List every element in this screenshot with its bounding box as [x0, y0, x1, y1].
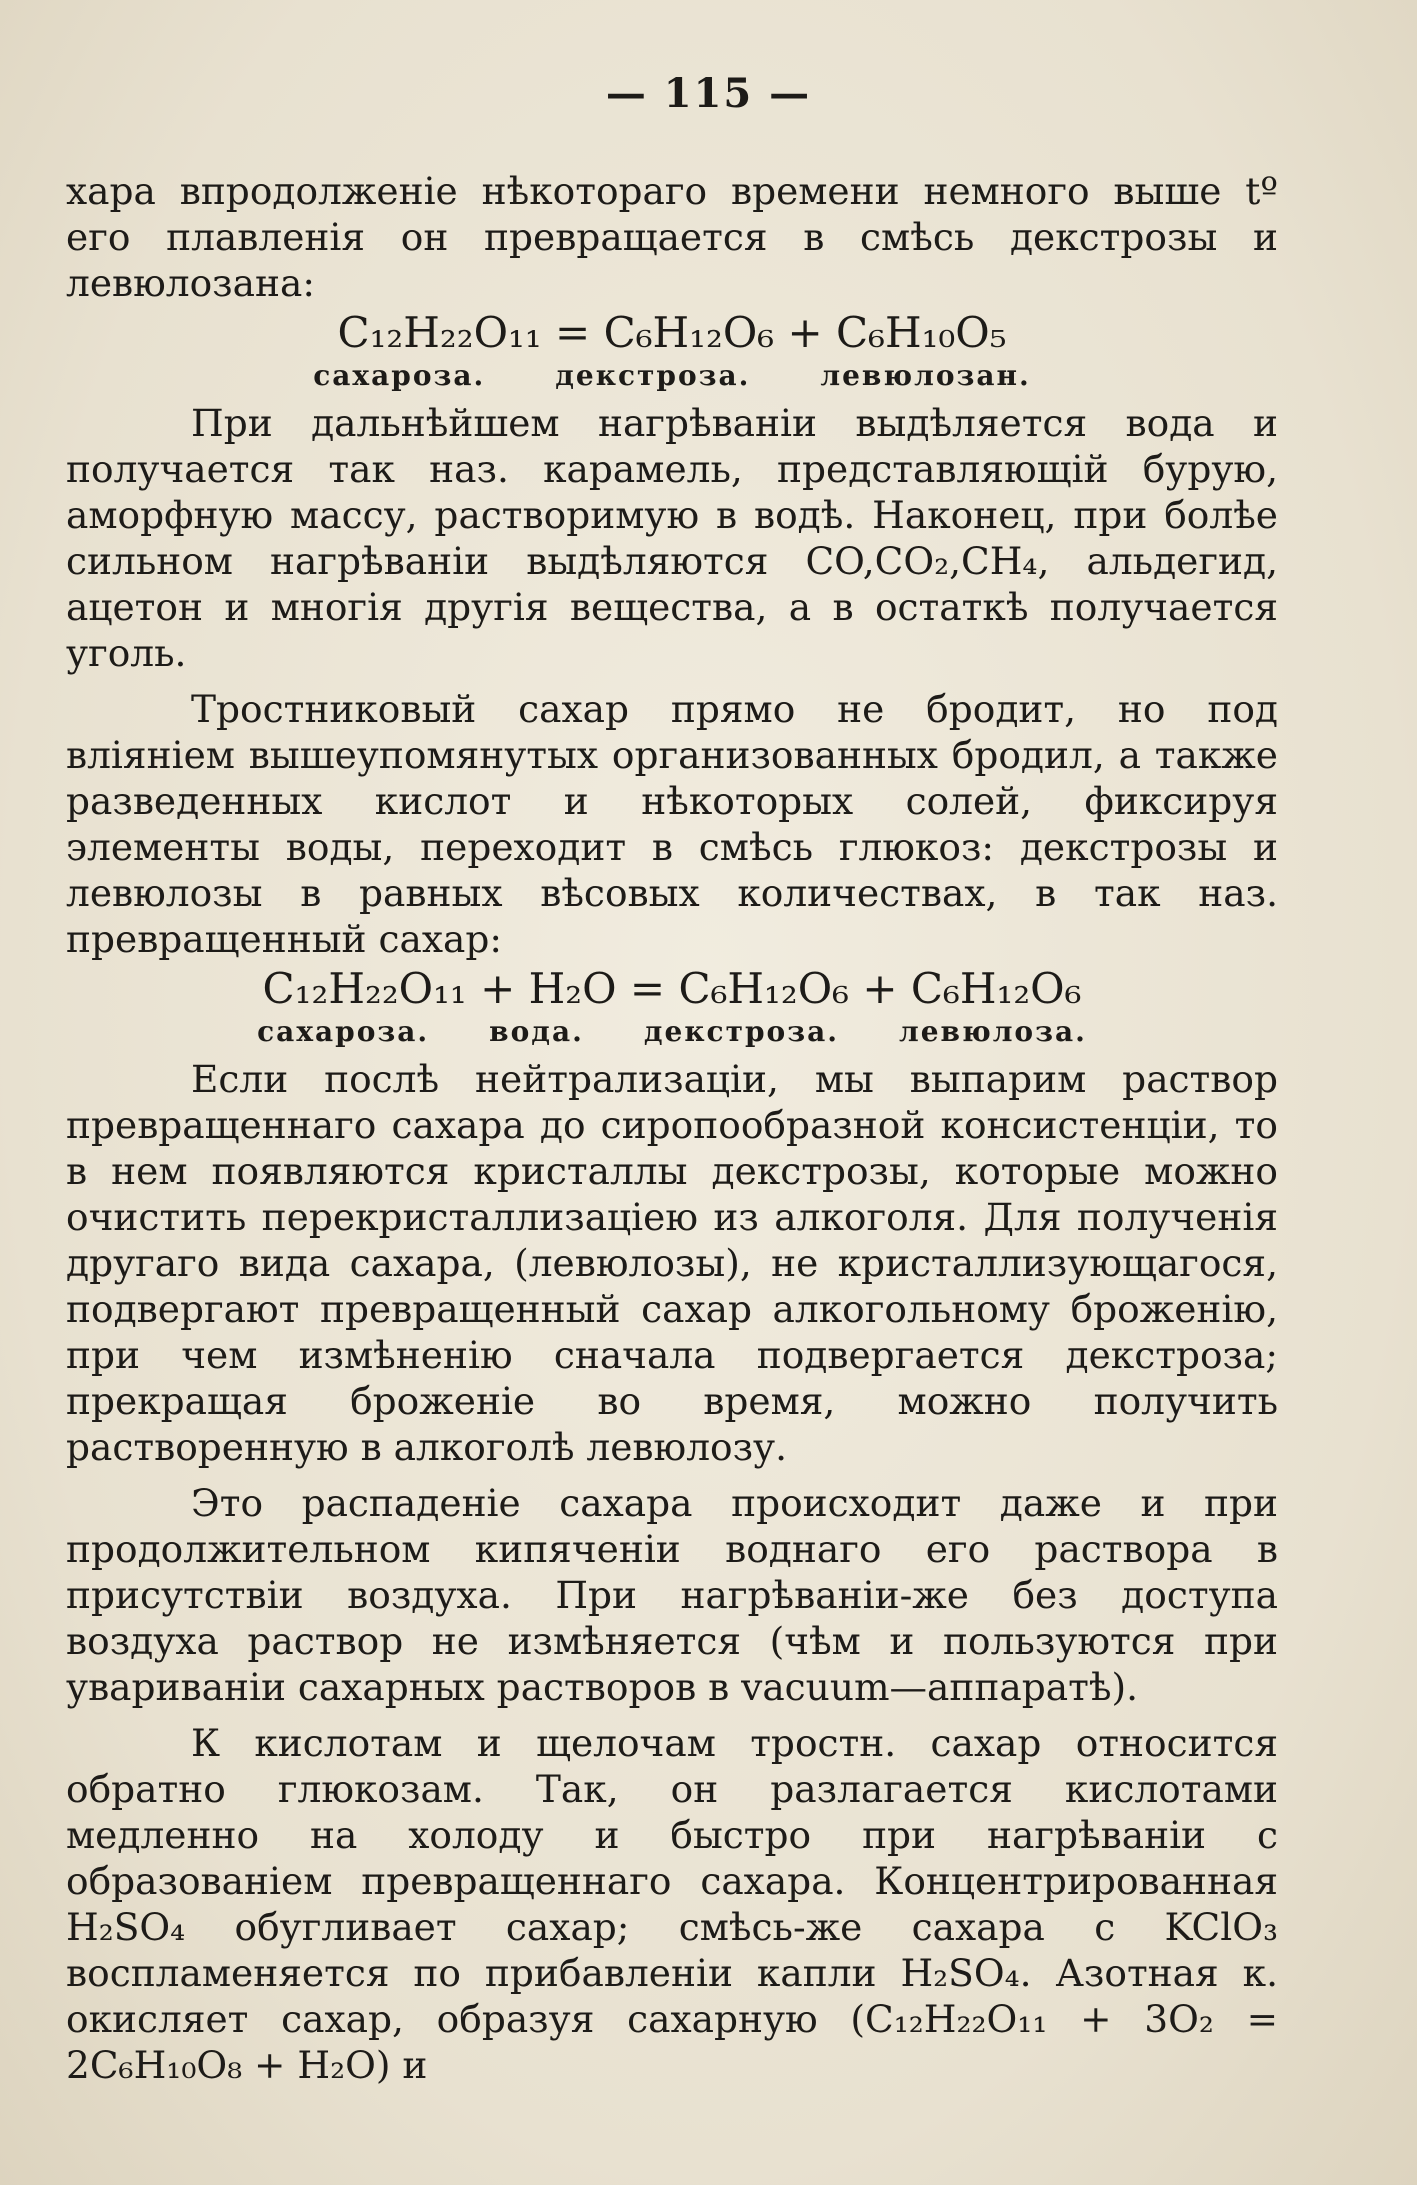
label-dextrose: декстроза. [643, 1015, 839, 1048]
paragraph-5: Это распаденіе сахара происходит даже и при продолжительном кипяченіи воднаго его раствора в присутствіи воздуха. При нагрѣваніи-же без доступа воздуха раствор не измѣняется (чѣм и пользуются при увариваніи сахарных растворов в vacuum—аппаратѣ). [66, 1481, 1278, 1709]
label-levulose: левюлоза. [898, 1015, 1087, 1048]
page-text [66, 168, 1278, 2088]
label-dextrose: декстроза. [555, 359, 751, 392]
formula-sucrose-hydrolysis: C₁₂H₂₂O₁₁ + H₂O = C₆H₁₂O₆ + C₆H₁₂O₆ [262, 964, 1082, 1013]
paragraph-3: Тростниковый сахар прямо не бродит, но под вліяніем вышеупомянутых организованных бродил, а также разведенных кислот и нѣкоторых солей, фиксируя элементы воды, переходит в смѣсь глюкоз: декстрозы и левюлозы в равных вѣсовых количествах, в так наз. превращенный сахар: [66, 687, 1278, 961]
label-sucrose: сахароза. [313, 359, 486, 392]
page-number: — 115 — [605, 70, 812, 117]
label-sucrose: сахароза. [257, 1015, 430, 1048]
formula-sucrose-decomposition: C₁₂H₂₂O₁₁ = C₆H₁₂O₆ + C₆H₁₀O₅ [337, 308, 1007, 357]
paragraph-4: Если послѣ нейтрализаціи, мы выпарим раствор превращеннаго сахара до сиропообразной консистенціи, то в нем появляются кристаллы декстрозы, которые можно очистить перекристаллизаціею из алкоголя. Для полученія другаго вида сахара, (левюлозы), не кристаллизующагося, подвергают превращенный сахар алкогольному броженію, при чем измѣненію сначала подвергается декстроза; прекращая броженіе во время, можно получить растворенную в алкоголѣ левюлозу. [66, 1057, 1278, 1469]
label-water: вода. [489, 1015, 584, 1048]
formula-1-labels [66, 358, 1278, 394]
paragraph-6: К кислотам и щелочам тростн. сахар относится обратно глюкозам. Так, он разлагается кислотами медленно на холоду и быстро при нагрѣваніи с образованіем превращеннаго сахара. Концентрированная H₂SO₄ обугливает сахар; смѣсь-же сахара с KClO₃ воспламеняется по прибавленіи капли H₂SO₄. Азотная к. окисляет сахар, образуя сахарную (C₁₂H₂₂O₁₁ + 3O₂ = 2C₆H₁₀O₈ + H₂O) и [66, 1721, 1278, 2087]
formula-2-labels [66, 1014, 1278, 1050]
paragraph-1: хара впродолженіе нѣкотораго времени немного выше tº его плавленія он превращается в смѣсь декстрозы и левюлозана: [66, 169, 1278, 305]
paragraph-2: При дальнѣйшем нагрѣваніи выдѣляется вода и получается так наз. карамель, представляющій бурую, аморфную массу, растворимую в водѣ. Наконец, при болѣе сильном нагрѣваніи выдѣляются CO,CO₂,CH₄, альдегид, ацетон и многія другія вещества, а в остаткѣ получается уголь. [66, 401, 1278, 675]
label-levulosan: левюлозан. [820, 359, 1031, 392]
